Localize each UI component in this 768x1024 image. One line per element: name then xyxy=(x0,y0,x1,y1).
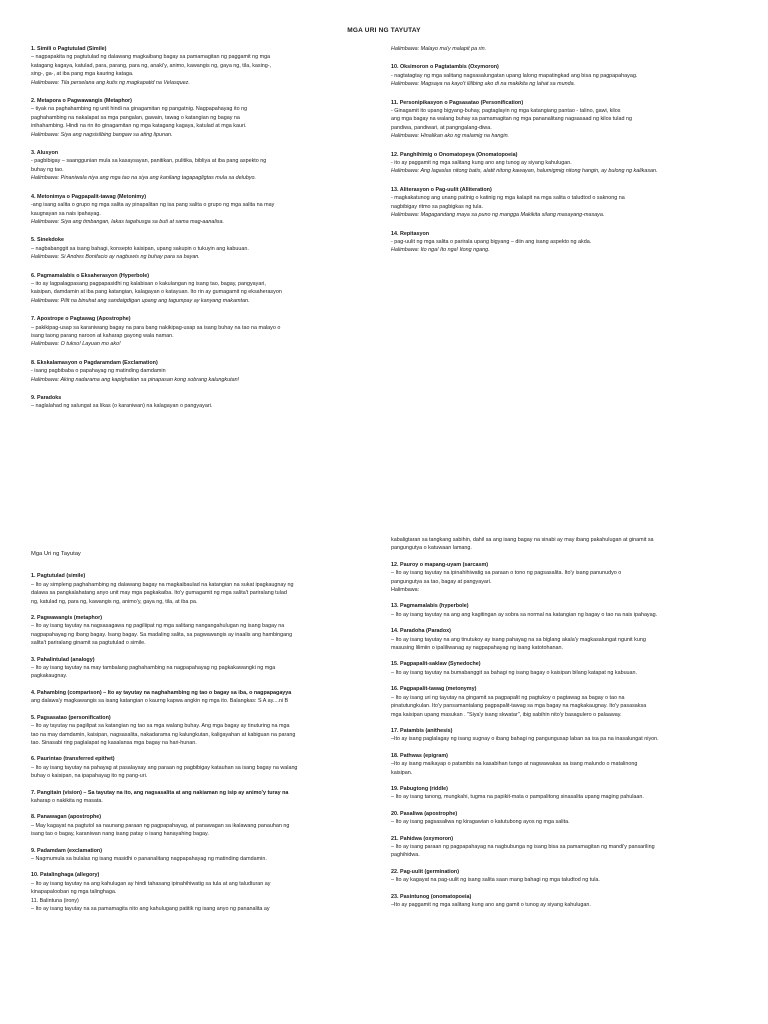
entry-title: 10. Patalinghaga (allegory) xyxy=(31,872,100,879)
entry-body-line: – Ito ay tayutay na pagilipat sa katangian ng tao sa mga walang buhay. Ang mga bagay ay tinuturing na mga xyxy=(31,723,290,730)
entry-body-line: paghahambing na nakalapat sa mga pangalan, gawain, tawag o katangian ng bagay na xyxy=(31,114,240,121)
entry-body-line: pangungutya sa tao, bagay at pangyayari. xyxy=(391,578,492,585)
figure-entry xyxy=(391,810,741,827)
top-left-column xyxy=(31,45,379,421)
entry-body-line: mga kaisipan upang masukan . "Siya'y isang skwatar", ibig sabihin nito'y basagulero o palaaway. xyxy=(391,711,622,718)
figure-entry xyxy=(391,660,741,677)
entry-body-line: tao. Sinasabi ring paglalapat ng kasalansa mga bagay na hari-hunan. xyxy=(31,739,197,746)
entry-body-line: isang taong parang naroon at kaharap gayong wala naman. xyxy=(31,332,174,339)
figure-entry xyxy=(391,230,741,255)
entry-title: 4. Pahambing (comparison) – Ito ay tayutay na naghahambing ng tao o bagay sa iba, o nagpapagayya xyxy=(31,689,292,696)
figure-entry xyxy=(391,893,741,910)
entry-body-line: – Ito ay isang tayutay na ang tinutukoy ay isang pahayag na sa biglang akala'y magkasalungat ngunit kung xyxy=(391,636,646,643)
entry-example: Halimbawa: Ang lagaslas nitong batis, alatit nitong kawayan, halumigmig nitong hangin, ay bulong ng kalikasan. xyxy=(391,168,658,175)
entry-body-line: paghihidwa. xyxy=(391,852,420,859)
entry-body-line: buhay o kaisipan, na ipapahayag ito ng pang-uri. xyxy=(31,773,148,780)
figure-entry xyxy=(391,835,741,860)
entry-body-line: – Ito ay isang tayutay na nagsasagawa ng pagiliipat ng mga salitang nangangahulugan ng isang bagay na xyxy=(31,623,285,630)
bottom-left-column xyxy=(31,550,381,921)
entry-body-line: kaugnayan sa nais ipahayag. xyxy=(31,210,101,217)
figure-entry xyxy=(391,536,741,553)
page-title: MGA URI NG TAYUTAY xyxy=(347,27,421,34)
entry-example: Halimbawa: Magsaya na kayo't ililibing ako di na makikita ng lahat sa munda. xyxy=(391,81,576,88)
entry-body-line: – nagbabanggit sa isang bahagi, konsepto kaisipan, upang sakupin o tukuyin ang kabuuan. xyxy=(31,245,249,252)
entry-body-line: – Ito ay isang tayutay na may tambalang paghahambing na nagpapahayag ng pagkakawangki ng mga xyxy=(31,665,276,672)
figure-entry xyxy=(31,572,381,606)
entry-body-line: pinatutungkulan. Ito'y pansamantalang pagpapalit-tawag sa mga bagay na magkakaugnay. Ito'y pasasaksa xyxy=(391,703,647,710)
entry-body-line: – tiyak na paghahambing ng unit hindi na ginagamitan ng pangatnig. Nagpapahayag ito ng xyxy=(31,106,248,113)
figure-entry xyxy=(31,45,379,87)
entry-title: 3. Alusyon xyxy=(31,150,59,157)
figure-entry xyxy=(391,602,741,619)
entry-title: 6. Paurintao (transferred epithet) xyxy=(31,756,115,763)
entry-body-line: sing-, ga-, at iba pang mga kauring kataga. xyxy=(31,71,134,78)
figure-entry xyxy=(31,847,381,864)
figure-entry xyxy=(391,785,741,802)
entry-title: 2. Metapora o Pagwawangis (Metaphor) xyxy=(31,98,132,105)
entry-example: Halimbawa: Aking nadarama ang kapighatian sa pinapasan kong sobrang kalungkutan! xyxy=(31,376,240,383)
entry-body-line: – Ito ay isang tayutay na pahayag at pasalaysay ang paraan ng pagbibigay katauhan sa isang bagay na walang xyxy=(31,764,298,771)
entry-body-line: – Nagmumula sa bulalas ng isang masidhi o pananalitang nagpapahayag ng matinding damdamin. xyxy=(31,855,267,862)
entry-title: 14. Paradoha (Paradox) xyxy=(391,628,451,635)
entry-body-line: – Ito ay isang tayutay na bumabanggit sa bahagi ng isang bagay o kaisipan bilang katapat ng kabuuan. xyxy=(391,669,638,676)
entry-body-line: – pakikipag-usap sa karaniwang bagay na para bang nakikipag-usap sa isang buhay na tao na malayo o xyxy=(31,324,281,331)
entry-example: Halimbawa: Si Andres Bonifacio ay nagbuwis ng buhay para sa bayan. xyxy=(31,254,200,261)
figure-entry xyxy=(31,236,379,261)
entry-body-line: salita't pariralang ginamit sa pagtutulad o simile. xyxy=(31,640,146,647)
entry-body-line: - nagtatagtay ng mga salitang nagsasalungatan upang lalong mapatingkad ang bisa ng pagpapahayag. xyxy=(391,72,638,79)
entry-title: 13. Pagmamalabis (hyperbole) xyxy=(391,603,469,610)
entry-body-line: kaharap o nakikita ng masata. xyxy=(31,797,103,804)
entry-title: 1. Pagtutulad (simile) xyxy=(31,573,86,580)
entry-body-line: Halimbawa: xyxy=(391,587,420,594)
entry-title: 18. Pathwas (epigram) xyxy=(391,752,448,759)
entry-body-line: – Ito ay kagayat na pag-uulit ng isang salita saan mang bahagi ng mga taludtod ng tula. xyxy=(391,877,600,884)
entry-body-line: – Ito ay isang pagsasaliwa ng kiragawian o katutubong ayos ng mga salita. xyxy=(391,819,570,826)
entry-title: 4. Metonimya o Pagpapalit-tawag (Metonimy) xyxy=(31,193,147,200)
entry-body-line: kinapapalooban ng mga talinghaga. xyxy=(31,889,117,896)
figure-entry xyxy=(31,394,379,411)
entry-title: 7. Pangitain (vision) – Sa tayutay na ito, ang nagsasalita at ang nakiaman ng isip ay animo'y turay na xyxy=(31,789,289,796)
entry-title: 8. Panawagan (apostrophe) xyxy=(31,814,102,821)
figure-entry xyxy=(31,714,381,748)
entry-body-line: – Ito ay isang tayutay na sa pamamagita nito ang kahulugang patitik ng isang anyo ng pananalita ay xyxy=(31,906,270,912)
entry-body-line: – Ito ay isang tayutay na ang ang kagitingan ay sobra sa normal na katangian ng bagay o tao na nais ipahayag. xyxy=(391,611,658,618)
figure-entry xyxy=(391,868,741,885)
entry-body-line: – Ito ay isang tayutay na ang kahulugan ay hindi tahasang ipinahihiwatig sa tula at ang taludturan ay xyxy=(31,880,271,887)
figure-entry xyxy=(391,685,741,719)
entry-body-line: inihahambing. Hindi na rin ito ginagamitan ng mga katagang kagaya, katulad at mga kauri. xyxy=(31,123,247,130)
entry-title: 7. Apostrope o Pagtawag (Apostrophe) xyxy=(31,316,131,323)
entry-body-line: - magkakatunog ang unang patinig o katinig ng mga kalapit na mga salita o taludtod o saknong na xyxy=(391,195,625,202)
section-heading: Mga Uri ng Tayutay xyxy=(31,551,81,557)
entry-body-line: pandiwa, pandiwari, at pangngalang-diwa. xyxy=(391,124,492,131)
figure-entry xyxy=(391,186,741,220)
entry-body-line: katagang kagaya, katulad, para, parang, para ng, anaki'y, animo, kawangis ng, gaya ng, tila, kasing-, xyxy=(31,62,272,69)
entry-body-line: kaisipan, damdamin at iba pang katangian, kalagayan o katayuan. Ito rin ay gumagamit ng eksaherasyon xyxy=(31,289,282,296)
figure-entry xyxy=(31,359,379,384)
entry-example: Halimbawa: Magagandang maya sa puno ng mangga Makikita silang masayang-masaya. xyxy=(391,212,605,219)
entry-body-line: – Ito ay isang tayutay na ipinahihiwatig sa paraan o tono ng pagsasalita. Ito'y isang panunudyo o xyxy=(391,570,622,577)
entry-body-line: buhay ng tao. xyxy=(31,166,64,173)
entry-body-line: - isang pagbibaba o papahayag ng matinding damdamin xyxy=(31,368,166,375)
entry-example: Halimbawa: Malayo ma'y malapit pa rin. xyxy=(391,46,487,52)
entry-title: 23. Pasintunog (onomatopoeia) xyxy=(391,893,472,900)
entry-body-line: isang tao o bagay, karaniwan nang isang patay o isang hanayahing bagay. xyxy=(31,831,209,838)
entry-body-line: – nagpapakita ng pagtutulad ng dalawang magkaibang bagay sa pamamagitan ng paggamit ng mga xyxy=(31,54,271,61)
entry-body-line: –Ito ay isang paglalagay ng isang sugnay o ibang bahagi ng pangungusap laban sa isa pa na inasalungat niyon. xyxy=(391,736,659,743)
entry-title: 15. Pagpapalit-saklaw (Synedoche) xyxy=(391,661,481,668)
figure-entry xyxy=(391,63,741,88)
entry-body-line: –Ito ay paggamit ng mga salitang kung ano ang gamit o tunog ay siyang kahulugan. xyxy=(391,902,591,908)
entry-body-line: dalawa sa pangkalahatang anyo unit may mga pagkakaiba. Ito'y gumagamit ng mga salita't pariralang tulad xyxy=(31,590,287,597)
entry-title: 22. Pag-uulit (germination) xyxy=(391,868,459,875)
figure-entry xyxy=(31,813,381,838)
entry-body-line: – Ito ay isang tanong, mungkahi, tugma na papikit-mata o pampalitong sinasalita upang maging pahulaan. xyxy=(391,794,644,801)
entry-body-line: 11. Balintuna (irony) xyxy=(31,897,79,904)
entry-title: 10. Oksimoron o Pagtatambis (Oxymoron) xyxy=(391,64,499,71)
entry-body-line: ang dalawa'y magkawangis sa isang katangian o kaurng kapwa angkin ng mga ito. Balangkas: S A ay....ni B xyxy=(31,698,289,705)
entry-body-line: ng, katulad ng, para ng, kawangis ng, animo'y, gaya ng, tila, at iba pa. xyxy=(31,598,198,605)
entry-example: Halimbawa: Siya ang nagsisilbing bangaw sa ating lipunan. xyxy=(31,131,173,138)
entry-body-line: - Ginagamit ito upang bigyang-buhay, pagtaglayin ng mga katangiang pantao - talino, gawi, kilos xyxy=(391,108,621,115)
entry-body-line: - pagbibigay – saanggunian mula sa kasaysayan, panitikan, pulitika, bibliya at iba pang aspekto ng xyxy=(31,158,267,165)
entry-body-line: – ito ay lagpalagpasang pagpapasidhi ng kalabisan o kakulangan ng isang tao, bagay, pangyayari, xyxy=(31,280,266,287)
entry-body-line: –Ito ay isang maikayap o patambis na kasabihan tungo at nagwawakas sa isang malundo o matalinong xyxy=(391,761,638,768)
entry-body-line: -ang isang salita o grupo ng mga salita ay pinapalitan ng isa pang salita o grupo ng mga salita na may xyxy=(31,202,275,209)
figure-entry xyxy=(31,149,379,183)
entry-title: 3. Pahalintulad (analogy) xyxy=(31,656,95,663)
entry-title: 13. Aliterasyon o Pag-uulit (Alliteration) xyxy=(391,186,492,193)
figure-entry xyxy=(391,752,741,777)
figure-entry xyxy=(391,561,741,595)
bottom-left-list xyxy=(31,572,381,913)
entry-body-line: – Ito ay simpleng paghahambing ng dalawang bagay na magkaibaulad na katangian na sukat ipagkaugnay ng xyxy=(31,581,294,588)
entry-body-line: - ito ay paggamit ng mga salitang kung ano ang tunog ay siyang kahulugan. xyxy=(391,160,572,167)
entry-title: 16. Pagpapalit-tawag (metonymy) xyxy=(391,686,477,693)
entry-body-line: - pag-uulit ng mga salita o parirala upang bigyang – diin ang isang aspekto ng akda. xyxy=(391,238,592,245)
entry-body-line: ang mga bagay na walang buhay sa pamamagitan ng mga pananalitang nagsasaad ng kilos tulad ng xyxy=(391,116,632,123)
entry-body-line: tao na may damdamin, kaisipan, nagsasalita, nakadarama ng kalungkutan, kaligayahan at kabiguan na parang xyxy=(31,731,296,738)
entry-body-line: – May kagayat na pagtutol sa naunang paraan ng pagpapahayag, at panawagan sa ikalawang panauhan ng xyxy=(31,822,290,829)
figure-entry xyxy=(31,656,381,681)
bottom-right-column xyxy=(391,536,741,917)
entry-example: Halimbawa: Hinalikan ako ng malamig na hangin. xyxy=(391,133,510,140)
entry-title: 6. Pagmamalabis o Eksaherasyon (Hyperbole) xyxy=(31,272,150,279)
entry-title: 5. Pagsasatao (personification) xyxy=(31,714,111,721)
figure-entry xyxy=(31,755,381,780)
entry-title: 21. Pahidwa (oxymoron) xyxy=(391,835,454,842)
entry-title: 12. Panghihimig o Onomatopeya (Onomatopoeia) xyxy=(391,151,518,158)
entry-title: 9. Padamdam (exclamation) xyxy=(31,847,103,854)
entry-title: 8. Ekskalamasyon o Pagdaramdam (Exclamation) xyxy=(31,359,158,366)
entry-body-line: masusing lilimiin o ipaliliwanag ay nagpapahayag ng isang katotohanan. xyxy=(391,645,564,652)
figure-entry xyxy=(31,193,379,227)
entry-title: 9. Paradoks xyxy=(31,395,62,401)
entry-title: 17. Patambis (anithesis) xyxy=(391,727,453,734)
figure-entry xyxy=(391,45,741,53)
figure-entry xyxy=(391,99,741,141)
figure-entry xyxy=(31,315,379,349)
figure-entry xyxy=(31,614,381,648)
entry-body-line: nagpapahayag ng ibang bagay. Isang bagay. Sa madaling salita, sa pagwawangis ay inaalis ang hambingang xyxy=(31,631,293,638)
figure-entry xyxy=(31,789,381,806)
entry-title: 5. Sinekdoke xyxy=(31,237,64,244)
entry-body-line: – Ito ay isang uri ng tayutay na gingamit sa pagpapalit ng pagtukoy o pagtawag sa bagay o tao na xyxy=(391,694,625,701)
entry-title: 11. Personipikasyon o Pagsasatao (Personification) xyxy=(391,99,524,106)
entry-example: Halimbawa: Siya ang timbangan, lakas tagahusga sa buti at sama mag-aanalisa. xyxy=(31,218,224,225)
entry-body-line: kabaligtaran sa tangkang sabihin, dahil sa ang isang bagay na sinabi ay may ibang pakahulugan at ginamit sa xyxy=(391,537,654,543)
entry-example: Halimbawa: Pinaniwala niya ang mga tao na siya ang kanilang tagapagligtas mula sa delubyo. xyxy=(31,175,257,182)
entry-example: Halimbawa: O tukso! Layuan mo ako! xyxy=(31,341,121,348)
entry-example: Halimbawa: Ito nga! Ito nga! Itong ngang. xyxy=(391,247,490,254)
entry-body-line: pangungutya o katuwaan lamang. xyxy=(391,545,472,552)
entry-title: 19. Pabugtong (riddle) xyxy=(391,785,448,792)
top-right-column xyxy=(391,45,741,265)
entry-body-line: kaisipan. xyxy=(391,769,413,776)
entry-body-line: – naglalahad ng salungat sa likas (o karaniwan) na kalagayan o pangyayari. xyxy=(31,403,213,410)
figure-entry xyxy=(31,97,379,139)
entry-title: 20. Pasaliwa (apostrophe) xyxy=(391,810,458,817)
entry-body-line: nagbibigay ritmo sa pagbigkas ng tula. xyxy=(391,203,483,210)
entry-body-line: – Ito ay isang paraan ng pagpapahayag na nagbubunga ng isang bisa sa pamamagitan ng mandi'y pansariling xyxy=(391,843,655,850)
entry-body-line: pagkakaugnay. xyxy=(31,673,68,680)
figure-entry xyxy=(391,727,741,744)
figure-entry xyxy=(31,272,379,306)
entry-title: 12. Pauroy o mapang-uyam (sarcasm) xyxy=(391,561,489,568)
figure-entry xyxy=(391,627,741,652)
entry-example: Halimbawa: Pilit na binuhat ang sandaigdigan upang ang tagumpay ay kanyang makamtan. xyxy=(31,297,250,304)
entry-example: Halimbawa: Tila perselana ang kutis ng magkapatid na Velasquez. xyxy=(31,79,190,86)
entry-title: 2. Pagwawangis (metaphor) xyxy=(31,615,102,622)
figure-entry xyxy=(31,871,381,913)
figure-entry xyxy=(391,151,741,176)
entry-title: 1. Simili o Pagtutulad (Simile) xyxy=(31,46,107,52)
figure-entry xyxy=(31,689,381,706)
entry-title: 14. Repitasyon xyxy=(391,230,430,237)
